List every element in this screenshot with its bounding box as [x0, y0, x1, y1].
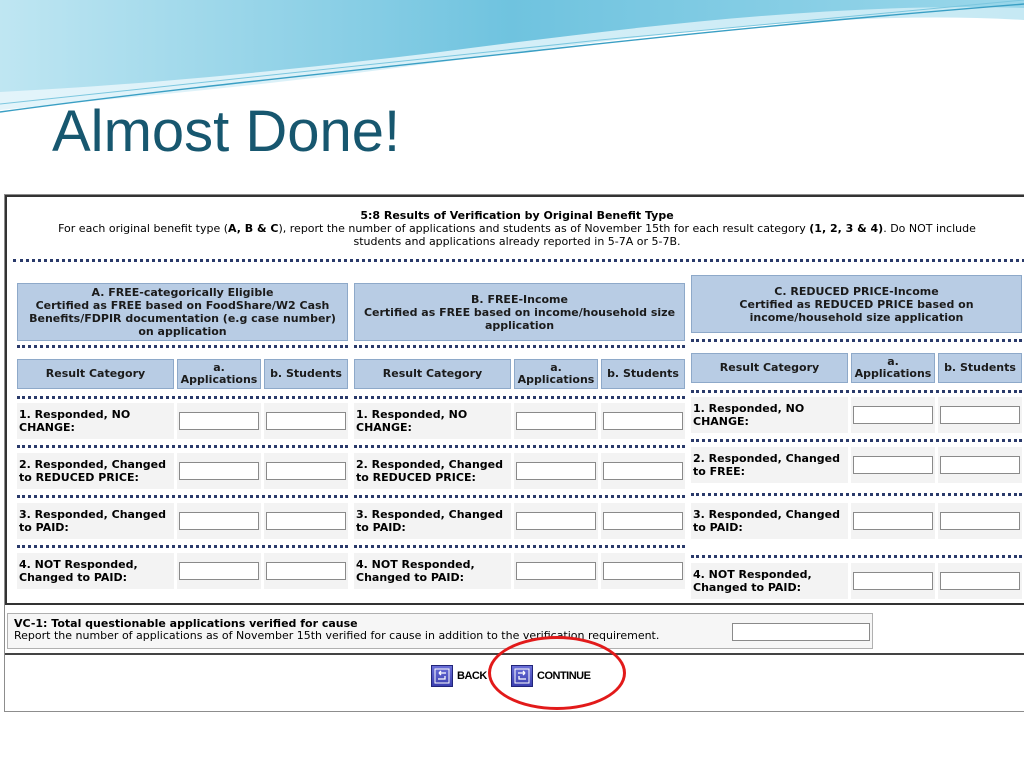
input-cell	[938, 397, 1022, 433]
section-header	[17, 283, 348, 341]
applications-input[interactable]	[853, 572, 933, 590]
input-cell	[938, 563, 1022, 599]
form-header	[7, 209, 1024, 248]
slide-title: Almost Done!	[52, 99, 401, 164]
applications-input[interactable]	[179, 462, 259, 480]
input-cell	[514, 403, 598, 439]
result-category-label: 4. NOT Responded, Changed to PAID:	[354, 553, 511, 589]
col-header-applications: a. Applications	[177, 359, 261, 389]
students-input[interactable]	[940, 406, 1020, 424]
vc1-text: Report the number of applications as of November 15th verified for cause in addition to the verification requirement.	[14, 629, 660, 642]
section-title: A. FREE-categorically Eligible	[91, 286, 274, 299]
result-category-label: 1. Responded, NO CHANGE:	[354, 403, 511, 439]
divider	[13, 259, 1024, 262]
form-instructions-line2: students and applications already reported in 5-7A or 5-7B.	[353, 235, 681, 248]
col-header-result: Result Category	[17, 359, 174, 389]
divider	[17, 396, 348, 399]
input-cell	[177, 403, 261, 439]
section-title: C. REDUCED PRICE-Income	[774, 284, 939, 298]
divider	[17, 445, 348, 448]
result-category-label: 4. NOT Responded, Changed to PAID:	[691, 563, 848, 599]
input-cell	[177, 453, 261, 489]
form-heading: 5:8 Results of Verification by Original Benefit Type	[360, 209, 674, 222]
applications-input[interactable]	[853, 512, 933, 530]
applications-input[interactable]	[179, 512, 259, 530]
col-header-result: Result Category	[354, 359, 511, 389]
col-header-applications: a. Applications	[851, 353, 935, 383]
applications-input[interactable]	[516, 412, 596, 430]
input-cell	[938, 503, 1022, 539]
divider	[354, 445, 685, 448]
students-input[interactable]	[266, 512, 346, 530]
divider	[691, 555, 1022, 558]
applications-input[interactable]	[516, 512, 596, 530]
students-input[interactable]	[940, 512, 1020, 530]
input-cell	[601, 553, 685, 589]
col-header-students: b. Students	[264, 359, 348, 389]
input-cell	[177, 553, 261, 589]
input-cell	[601, 503, 685, 539]
input-cell	[514, 553, 598, 589]
result-category-label: 2. Responded, Changed to REDUCED PRICE:	[17, 453, 174, 489]
divider	[354, 396, 685, 399]
verification-form	[5, 195, 1024, 605]
input-cell	[601, 403, 685, 439]
result-category-label: 4. NOT Responded, Changed to PAID:	[17, 553, 174, 589]
divider	[354, 495, 685, 498]
col-header-students: b. Students	[938, 353, 1022, 383]
col-header-students: b. Students	[601, 359, 685, 389]
back-arrow-icon	[431, 665, 453, 687]
input-cell	[514, 453, 598, 489]
section-subtitle: Certified as REDUCED PRICE based on income/household size application	[739, 297, 974, 324]
divider	[691, 439, 1022, 442]
section-header	[354, 283, 685, 341]
continue-label: CONTINUE	[537, 670, 591, 682]
vc1-title: VC-1: Total questionable applications verified for cause	[14, 617, 358, 630]
divider	[691, 339, 1022, 342]
result-category-label: 1. Responded, NO CHANGE:	[17, 403, 174, 439]
students-input[interactable]	[603, 512, 683, 530]
students-input[interactable]	[940, 572, 1020, 590]
form-screenshot	[4, 194, 1024, 712]
divider	[691, 390, 1022, 393]
highlight-circle	[488, 636, 626, 710]
input-cell	[177, 503, 261, 539]
input-cell	[601, 453, 685, 489]
result-category-label: 2. Responded, Changed to REDUCED PRICE:	[354, 453, 511, 489]
divider	[691, 493, 1022, 496]
students-input[interactable]	[266, 562, 346, 580]
applications-input[interactable]	[516, 562, 596, 580]
students-input[interactable]	[603, 412, 683, 430]
divider	[17, 495, 348, 498]
section-subtitle: Certified as FREE based on FoodShare/W2 Cash Benefits/FDPIR documentation (e.g case number) on application	[29, 299, 336, 338]
result-category-label: 3. Responded, Changed to PAID:	[354, 503, 511, 539]
applications-input[interactable]	[179, 562, 259, 580]
students-input[interactable]	[603, 562, 683, 580]
applications-input[interactable]	[179, 412, 259, 430]
back-button[interactable]	[431, 665, 487, 687]
input-cell	[264, 453, 348, 489]
applications-input[interactable]	[516, 462, 596, 480]
col-header-result: Result Category	[691, 353, 848, 383]
result-category-label: 3. Responded, Changed to PAID:	[691, 503, 848, 539]
divider	[354, 545, 685, 548]
students-input[interactable]	[940, 456, 1020, 474]
students-input[interactable]	[266, 412, 346, 430]
input-cell	[514, 503, 598, 539]
result-category-label: 1. Responded, NO CHANGE:	[691, 397, 848, 433]
back-label: BACK	[457, 670, 487, 682]
input-cell	[264, 503, 348, 539]
input-cell	[851, 447, 935, 483]
input-cell	[851, 503, 935, 539]
result-category-label: 2. Responded, Changed to FREE:	[691, 447, 848, 483]
form-instructions: For each original benefit type (A, B & C), report the number of applications and students as of November 15th for each result category (1, 2, 3 & 4). Do NOT include	[58, 222, 976, 235]
result-category-label: 3. Responded, Changed to PAID:	[17, 503, 174, 539]
divider	[17, 545, 348, 548]
divider	[354, 345, 685, 348]
col-header-applications: a. Applications	[514, 359, 598, 389]
section-subtitle: Certified as FREE based on income/household size application	[363, 305, 676, 332]
students-input[interactable]	[603, 462, 683, 480]
section-title: B. FREE-Income	[471, 292, 568, 306]
students-input[interactable]	[266, 462, 346, 480]
input-cell	[851, 397, 935, 433]
input-cell	[264, 553, 348, 589]
divider	[17, 345, 348, 348]
input-cell	[851, 563, 935, 599]
vc1-panel	[7, 613, 873, 649]
vc1-input[interactable]	[732, 623, 870, 641]
input-cell	[938, 447, 1022, 483]
section-header	[691, 275, 1022, 333]
applications-input[interactable]	[853, 406, 933, 424]
applications-input[interactable]	[853, 456, 933, 474]
input-cell	[264, 403, 348, 439]
